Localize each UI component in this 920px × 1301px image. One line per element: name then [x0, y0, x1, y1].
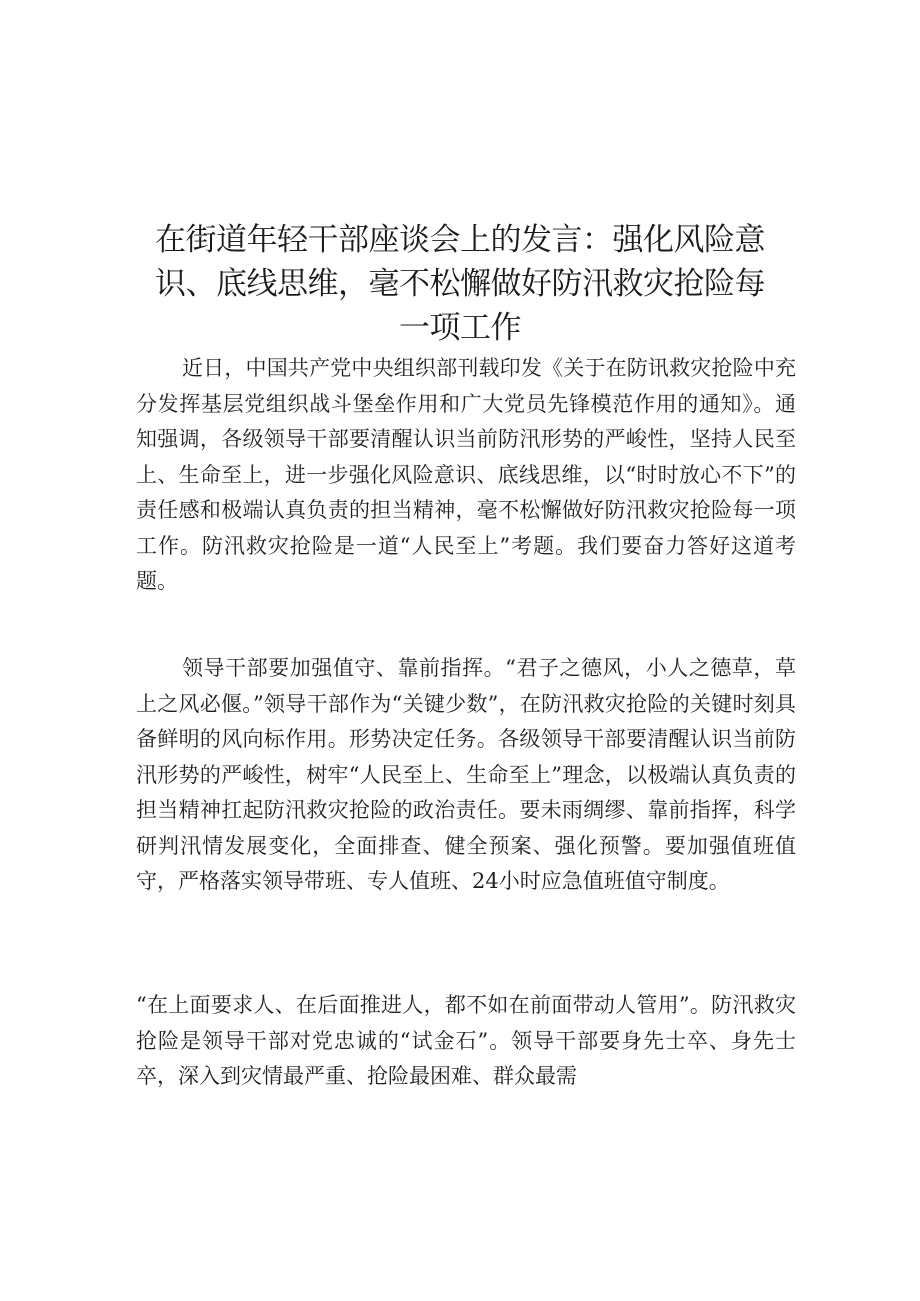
body-paragraph-1	[136, 351, 796, 600]
paragraph-text: 领导干部要加强值守、靠前指挥。“君子之德风，小人之德草，草上之风必偃。”领导干部作为“关键少数”，在防汛救灾抢险的关键时刻具备鲜明的风向标作用。形势决定任务。各级领导干部要清醒认识当前防汛形势的严峻性，树牢“人民至上、生命至上”理念，以极端认真负责的担当精神扛起防汛救灾抢险的政治责任。要未雨绸缪、靠前指挥，科学研判汛情发展变化，全面排查、健全预案、强化预警。要加强值班值守，严格落实领导带班、专人值班、24小时应急值班值守制度。	[136, 656, 796, 893]
paragraph-text: 近日，中国共产党中央组织部刊载印发《关于在防讯救灾抢险中充分发挥基层党组织战斗堡垒作用和广大党员先锋模范作用的通知》。通知强调，各级领导干部要清醒认识当前防汛形势的严峻性，坚持人民至上、生命至上，进一步强化风险意识、底线思维，以“时时放心不下”的责任感和极端认真负责的担当精神，毫不松懈做好防汛救灾抢险每一项工作。防汛救灾抢险是一道“人民至上”考题。我们要奋力答好这道考题。	[136, 356, 796, 593]
paragraph-text: “在上面要求人、在后面推进人，都不如在前面带动人管用”。防汛救灾抢险是领导干部对党忠诚的“试金石”。领导干部要身先士卒、身先士卒，深入到灾情最严重、抢险最困难、群众最需	[136, 993, 796, 1088]
body-paragraph-3	[136, 988, 796, 1095]
document-title: 在街道年轻干部座谈会上的发言：强化风险意识、底线思维，毫不松懈做好防汛救灾抢险每一项工作	[155, 222, 765, 346]
body-paragraph-2	[136, 651, 796, 900]
